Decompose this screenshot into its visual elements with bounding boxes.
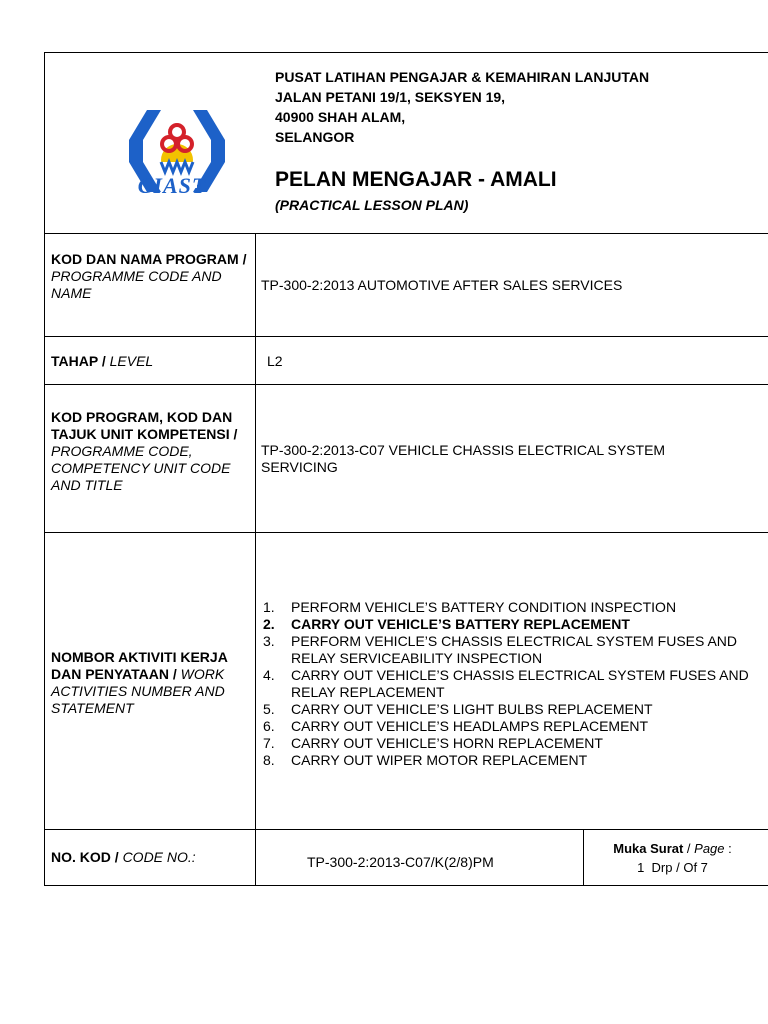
address-line: 40900 SHAH ALAM, <box>275 109 406 125</box>
program-label-bold: KOD DAN NAMA PROGRAM / <box>51 251 247 267</box>
program-value: TP-300-2:2013 AUTOMOTIVE AFTER SALES SERVICES <box>261 277 623 293</box>
competency-label-italic: PROGRAMME CODE, COMPETENCY UNIT CODE AND TITLE <box>51 443 231 493</box>
divider <box>45 532 768 533</box>
list-item: 6. CARRY OUT VEHICLE’S HEADLAMPS REPLACEMENT <box>263 718 649 734</box>
code-label-italic: CODE NO.: <box>122 849 196 865</box>
lesson-plan-form <box>44 52 768 886</box>
divider <box>45 384 768 385</box>
address-line: JALAN PETANI 19/1, SEKSYEN 19, <box>275 89 506 105</box>
code-label-bold: NO. KOD / <box>51 849 119 865</box>
code-value: TP-300-2:2013-C07/K(2/8)PM <box>307 854 494 870</box>
page-label-sep: / <box>683 841 695 856</box>
list-item: 8. CARRY OUT WIPER MOTOR REPLACEMENT <box>263 752 588 768</box>
list-item: 3. PERFORM VEHICLE’S CHASSIS ELECTRICAL SYSTEM FUSES AND RELAY SERVICEABILITY INSPECTION <box>263 633 738 666</box>
list-item: 7. CARRY OUT VEHICLE’S HORN REPLACEMENT <box>263 735 603 751</box>
list-item: 2. CARRY OUT VEHICLE’S BATTERY REPLACEMENT <box>263 616 630 632</box>
activities-label-bold: NOMBOR AKTIVITI KERJA DAN PENYATAAN / <box>51 649 228 682</box>
divider <box>45 336 768 337</box>
level-label-italic: LEVEL <box>109 353 154 369</box>
competency-value: TP-300-2:2013-C07 VEHICLE CHASSIS ELECTRICAL SYSTEM SERVICING <box>261 442 666 475</box>
level-label <box>51 353 251 370</box>
list-item: 4. CARRY OUT VEHICLE’S CHASSIS ELECTRICAL SYSTEM FUSES AND RELAY REPLACEMENT <box>263 667 749 700</box>
address-line: PUSAT LATIHAN PENGAJAR & KEMAHIRAN LANJUTAN <box>275 69 650 85</box>
program-label <box>51 251 251 302</box>
page-label <box>585 841 760 856</box>
activities-label-italic: WORK ACTIVITIES NUMBER AND STATEMENT <box>51 666 225 716</box>
list-item: 1. PERFORM VEHICLE’S BATTERY CONDITION INSPECTION <box>263 599 677 615</box>
competency-label-bold: KOD PROGRAM, KOD DAN TAJUK UNIT KOMPETENSI / <box>51 409 238 442</box>
page-label-italic: Page <box>694 841 725 856</box>
program-label-italic: PROGRAMME CODE AND NAME <box>51 268 222 301</box>
activities-label <box>51 649 249 717</box>
level-label-bold: TAHAP / <box>51 353 106 369</box>
ciast-logo-icon <box>117 75 237 235</box>
list-item: 5. CARRY OUT VEHICLE’S LIGHT BULBS REPLACEMENT <box>263 701 653 717</box>
divider <box>45 829 768 830</box>
address-line: SELANGOR <box>275 129 355 145</box>
document-title: PELAN MENGAJAR - AMALI <box>275 168 557 191</box>
column-divider <box>255 233 256 886</box>
column-divider <box>583 829 584 886</box>
institution-address <box>275 67 649 147</box>
code-label <box>51 849 251 866</box>
page-label-bold: Muka Surat <box>613 841 684 856</box>
page-label-colon: : <box>724 841 732 856</box>
document-subtitle: (PRACTICAL LESSON PLAN) <box>275 197 469 213</box>
competency-label <box>51 409 241 494</box>
activities-list <box>263 599 763 769</box>
page-value: 1 Drp / Of 7 <box>637 860 708 875</box>
level-value: L2 <box>267 353 283 369</box>
logo-text: CIAST <box>137 173 207 198</box>
